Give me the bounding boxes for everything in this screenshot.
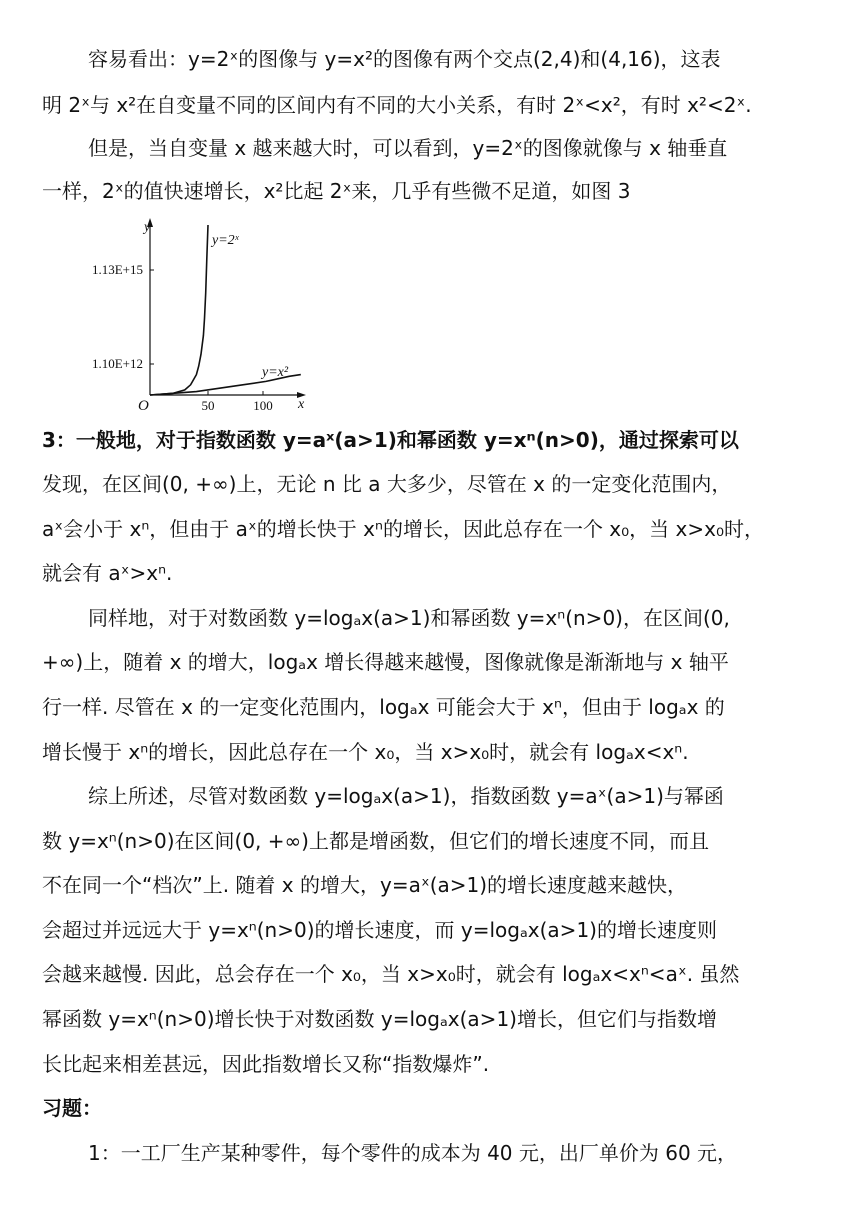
exponential-curve-label: y=2ˣ <box>212 233 239 248</box>
x-tick-label: 100 <box>253 398 273 413</box>
text-line: 但是，当自变量 x 越来越大时，可以看到，y=2ˣ的图像就像与 x 轴垂直 <box>88 136 728 160</box>
text-line: 不在同一个“档次”上. 随着 x 的增大，y=aˣ(a>1)的增长速度越来越快， <box>42 873 688 897</box>
text-line: 长比起来相差甚远，因此指数增长又称“指数爆炸”. <box>42 1052 490 1076</box>
text-line: 行一样. 尽管在 x 的一定变化范围内，logₐx 可能会大于 xⁿ，但由于 logₐx 的 <box>42 695 725 719</box>
x-axis-label: x <box>298 397 305 412</box>
text-line: aˣ会小于 xⁿ，但由于 aˣ的增长快于 xⁿ的增长，因此总存在一个 x₀，当 x>x₀时， <box>42 517 764 541</box>
text-line: 1：一工厂生产某种零件，每个零件的成本为 40 元，出厂单价为 60 元， <box>88 1141 738 1165</box>
section-heading: 习题： <box>42 1096 102 1120</box>
text-line: 发现，在区间(0, +∞)上，无论 n 比 a 大多少，尽管在 x 的一定变化范围内， <box>42 472 732 496</box>
growth-figure <box>70 212 320 417</box>
text-line: 同样地，对于对数函数 y=logₐx(a>1)和幂函数 y=xⁿ(n>0)，在区间(0, <box>88 606 730 630</box>
exponential-curve <box>150 225 208 395</box>
x-tick-label: 50 <box>201 398 215 413</box>
text-line: 综上所述，尽管对数函数 y=logₐx(a>1)，指数函数 y=aˣ(a>1)与幂函 <box>88 784 724 808</box>
text-line: 增长慢于 xⁿ的增长，因此总存在一个 x₀，当 x>x₀时，就会有 logₐx<xⁿ. <box>42 740 689 764</box>
text-line: 就会有 aˣ>xⁿ. <box>42 561 173 585</box>
y-tick-label: 1.10E+12 <box>91 356 143 371</box>
text-line: 数 y=xⁿ(n>0)在区间(0, +∞)上都是增函数，但它们的增长速度不同，而且 <box>42 829 709 853</box>
origin-label: O <box>138 398 149 414</box>
text-line: 会超过并远远大于 y=xⁿ(n>0)的增长速度，而 y=logₐx(a>1)的增长速度则 <box>42 918 717 942</box>
power-curve-label: y=x² <box>262 365 289 380</box>
text-line: 容易看出：y=2ˣ的图像与 y=x²的图像有两个交点(2,4)和(4,16)，这表 <box>88 47 721 71</box>
text-line: 会越来越慢. 因此，总会存在一个 x₀，当 x>x₀时，就会有 logₐx<xⁿ<aˣ. 虽然 <box>42 962 740 986</box>
y-axis-label: y <box>144 220 151 235</box>
text-line: 明 2ˣ与 x²在自变量不同的区间内有不同的大小关系，有时 2ˣ<x²，有时 x²<2ˣ. <box>42 93 752 117</box>
text-line: 3：一般地，对于指数函数 y=aˣ(a>1)和幂函数 y=xⁿ(n>0)，通过探索可以 <box>42 428 739 452</box>
y-tick-label: 1.13E+15 <box>91 262 143 277</box>
text-line: 一样，2ˣ的值快速增长，x²比起 2ˣ来，几乎有些微不足道，如图 3 <box>42 179 631 203</box>
text-line: 幂函数 y=xⁿ(n>0)增长快于对数函数 y=logₐx(a>1)增长，但它们与指数增 <box>42 1007 717 1031</box>
text-line: +∞)上，随着 x 的增大，logₐx 增长得越来越慢，图像就像是渐渐地与 x 轴平 <box>42 650 729 674</box>
